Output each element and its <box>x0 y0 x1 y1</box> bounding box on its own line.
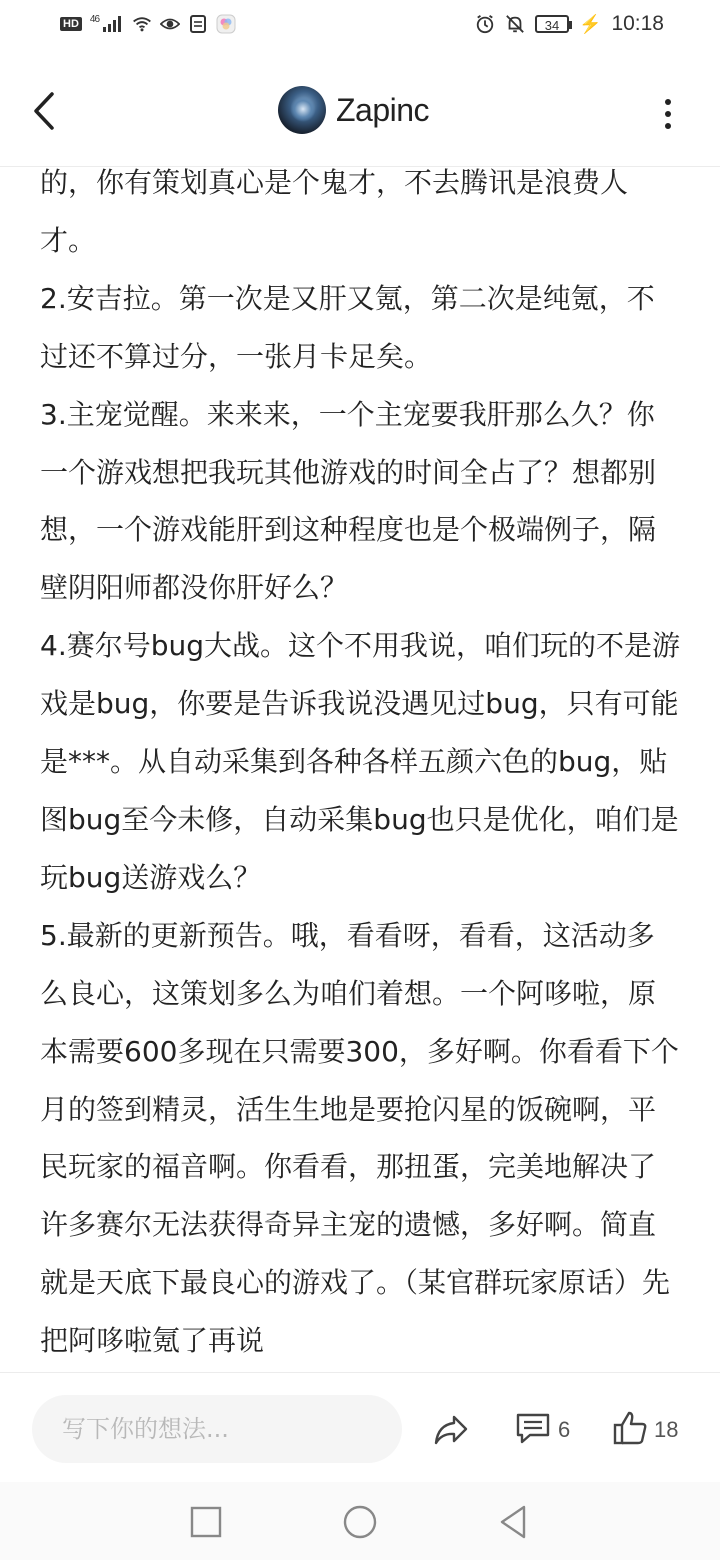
comment-count[interactable]: 6 <box>558 1417 571 1442</box>
wifi-icon <box>132 14 152 34</box>
article-paragraph: 的，你有策划真心是个鬼才，不去腾讯是浪费人才。 <box>40 166 629 257</box>
back-arrow-icon[interactable] <box>28 88 64 134</box>
avatar[interactable] <box>278 86 326 134</box>
article-content <box>0 166 720 1372</box>
home-icon[interactable] <box>340 1502 380 1542</box>
cellular-signal-icon <box>90 14 125 33</box>
alarm-icon <box>475 14 495 34</box>
like-count[interactable]: 18 <box>654 1417 679 1442</box>
clock: 10:18 <box>611 12 664 35</box>
article-paragraph: 4.赛尔号bug大战。这个不用我说，咱们玩的不是游戏是bug，你要是告诉我说没遇见过bug，只有可能是***。从自动采集到各种各样五颜六色的bug，贴图bug至今未修，自动采集bug也只是优化，咱们是玩bug送游戏么？ <box>40 629 681 894</box>
thumbs-up-icon[interactable] <box>612 1409 648 1451</box>
app-name[interactable]: Zapinc <box>336 91 430 128</box>
article-body <box>40 166 680 1370</box>
mute-bell-icon <box>505 14 525 34</box>
bottom-action-bar <box>0 1372 720 1483</box>
profile-brand[interactable] <box>278 86 429 134</box>
status-bar-left <box>60 14 236 34</box>
network-type: 46 <box>89 14 100 26</box>
like-button[interactable] <box>612 1409 678 1451</box>
status-bar-right <box>475 12 664 36</box>
status-bar <box>0 0 720 56</box>
battery-indicator: 34 <box>535 15 569 33</box>
recent-apps-icon[interactable] <box>186 1502 226 1542</box>
document-icon <box>188 14 208 34</box>
top-header <box>0 56 720 167</box>
system-nav-bar <box>0 1482 720 1560</box>
app-notification-icon <box>216 14 236 34</box>
more-vertical-icon[interactable] <box>658 94 678 134</box>
back-triangle-icon[interactable] <box>494 1502 534 1542</box>
charging-icon: ⚡ <box>579 13 602 34</box>
eye-icon <box>160 14 180 34</box>
article-paragraph: 2.安吉拉。第一次是又肝又氪，第二次是纯氪，不过还不算过分，一张月卡足矣。 <box>40 281 655 373</box>
article-paragraph: 3.主宠觉醒。来来来，一个主宠要我肝那么久？你一个游戏想把我玩其他游戏的时间全占了？想都别想，一个游戏能肝到这种程度也是个极端例子，隔壁阴阳师都没你肝好么？ <box>40 397 657 605</box>
comment-input[interactable]: 写下你的想法... <box>32 1395 402 1463</box>
comment-icon[interactable] <box>514 1409 552 1451</box>
share-icon[interactable] <box>432 1411 470 1449</box>
article-paragraph: 5.最新的更新预告。哦，看看呀，看看，这活动多么良心，这策划多么为咱们着想。一个阿哆啦，原本需要600多现在只需要300，多好啊。你看看下个月的签到精灵，活生生地是要抢闪星的饭碗啊，平民玩家的福音啊。你看看，那扭蛋，完美地解决了许多赛尔无法获得奇异主宠的遗憾，多好啊。简直就是天底下最良心的游戏了。（某官群玩家原话）先把阿哆啦氪了再说 <box>40 918 679 1358</box>
comment-button[interactable] <box>514 1409 570 1451</box>
hd-badge: HD <box>60 17 82 31</box>
